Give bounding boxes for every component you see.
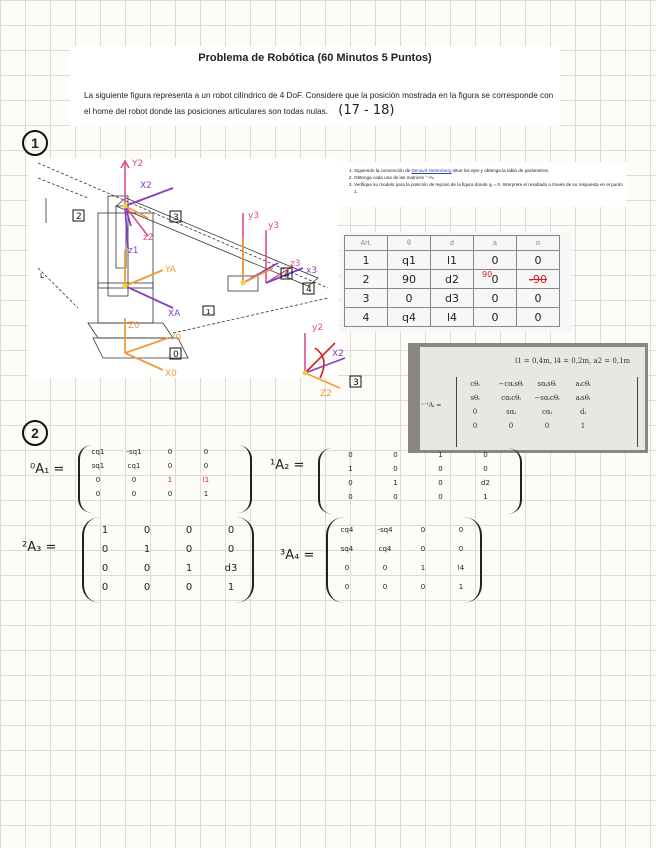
formula-photo [408, 343, 648, 453]
dh-cell: 0 [474, 289, 517, 308]
dh-cell: 0 [388, 289, 431, 308]
dh-cell: q4 [388, 308, 431, 327]
formula-params: l1 = 0,4m, l4 = 0,2m, a2 = 0,1m [515, 357, 631, 365]
dh-cell: 0 [474, 308, 517, 327]
fig-label-x0: X0 [165, 369, 177, 378]
dh-correction: -90 [517, 270, 560, 289]
fig-label-y3: y3 [268, 221, 280, 231]
fig-label-x3: x3 [306, 266, 318, 276]
svg-text:Z2: Z2 [320, 389, 332, 398]
problem-text [84, 88, 554, 119]
problem-title: Problema de Robótica (60 Minutos 5 Puntos) [198, 52, 432, 64]
formula-matrix: cθᵢ −cαᵢsθᵢ sαᵢsθᵢ aᵢcθᵢ sθᵢ cαᵢcθᵢ −sαᵢcθᵢ aᵢsθᵢ 0 sαᵢ cαᵢ dᵢ 0 0 0 1 [456, 377, 638, 447]
dh-header: θ [388, 236, 431, 251]
fig-label-z3: z3 [290, 259, 301, 269]
svg-text:1: 1 [206, 308, 211, 316]
matrix-a1: cq1 -sq1 0 0 sq1 cq1 0 0 0 0 1 l1 0 0 0 1 [78, 445, 252, 513]
matrix-a4: cq4 -sq4 0 0 sq4 cq4 0 0 0 0 1 l4 0 0 0 1 [326, 517, 482, 603]
dh-cell-value: 0 [491, 272, 499, 286]
fig-label-ya: YA [165, 265, 176, 275]
question-1: 1. Siguiendo la convención de Denavit-Hartenberg situe los ejes y obtenga la tabla de parámetros. [354, 167, 626, 174]
svg-text:2: 2 [76, 212, 82, 222]
svg-text:X2: X2 [332, 349, 344, 359]
dh-header: a [474, 236, 517, 251]
dh-cell: 0 [517, 308, 560, 327]
matrix-a2: 0 0 1 0 1 0 0 0 0 1 0 d2 0 0 0 1 [318, 448, 522, 514]
dh-table [344, 235, 560, 327]
dh-header: d [431, 236, 474, 251]
dh-crossed-value: 90 [482, 270, 493, 279]
dh-cell: q1 [388, 251, 431, 270]
dh-cell: l4 [431, 308, 474, 327]
svg-text:4: 4 [284, 270, 290, 280]
svg-text:y2: y2 [312, 323, 324, 333]
matrix-a4-label: ³A₄ = [280, 548, 315, 563]
section-mark-two: 2 [22, 420, 48, 446]
question-2: 2. Obtenga cada una de las matrices ⁱ⁻¹Aᵢ [354, 174, 626, 181]
svg-text:4: 4 [306, 285, 312, 295]
svg-text:3: 3 [353, 378, 359, 388]
dh-cell: 2 [345, 270, 388, 289]
header-card [70, 46, 560, 126]
matrix-a3-label: ²A₃ = [22, 540, 57, 555]
fig-label-x2: X2 [140, 181, 152, 191]
dh-cell: d3 [431, 289, 474, 308]
questions-card [336, 162, 626, 207]
svg-text:0: 0 [173, 350, 179, 360]
fig-label-y3b: y3 [248, 211, 260, 221]
fig-label-y0: Y0 [170, 333, 182, 343]
svg-text:L: L [40, 272, 44, 280]
dh-cell: 4 [345, 308, 388, 327]
handwritten-note: (17 - 18) [338, 103, 395, 118]
dh-cell: 0 [474, 251, 517, 270]
problem-statement: La siguiente figura representa a un robot cilíndrico de 4 DoF. Considere que la posición mostrada en la figura se corresponde con el home del robot donde las posiciones articulares son todas nulas. [84, 91, 554, 116]
formula-paper [420, 347, 645, 450]
dh-cell: d2 [431, 270, 474, 289]
fig-label-y2: Y2 [132, 159, 144, 169]
dh-cell: 90 [388, 270, 431, 289]
svg-text:3: 3 [173, 213, 179, 223]
fig-label-z2: z2 [143, 233, 154, 243]
dh-cell [474, 270, 517, 289]
formula-label: ⁱ⁻¹Aᵢ = [422, 402, 442, 409]
dh-cell: 0 [517, 251, 560, 270]
dh-cell: 1 [345, 251, 388, 270]
question-3: 3. Verifique su modelo para la posición de reposo de la figura donde qᵢ = 0. Interprete el resultado a través de su respuesta en el punto 1. [354, 181, 626, 195]
fig-label-z1: z1 [128, 246, 139, 256]
matrix-a3: 1 0 0 0 0 1 0 0 0 0 1 d3 0 0 0 1 [82, 517, 254, 603]
fig-label-xa: XA [168, 309, 181, 319]
dh-table-card [340, 232, 572, 332]
dh-cell: 0 [517, 289, 560, 308]
matrix-a1-label: ⁰A₁ = [30, 462, 65, 477]
dh-cell: 3 [345, 289, 388, 308]
section-mark-one: 1 [22, 130, 48, 156]
fig-label-z0: Z0 [128, 321, 140, 331]
dh-header: Art. [345, 236, 388, 251]
matrix-a2-label: ¹A₂ = [270, 458, 305, 473]
dh-header: α [517, 236, 560, 251]
dh-cell: l1 [431, 251, 474, 270]
